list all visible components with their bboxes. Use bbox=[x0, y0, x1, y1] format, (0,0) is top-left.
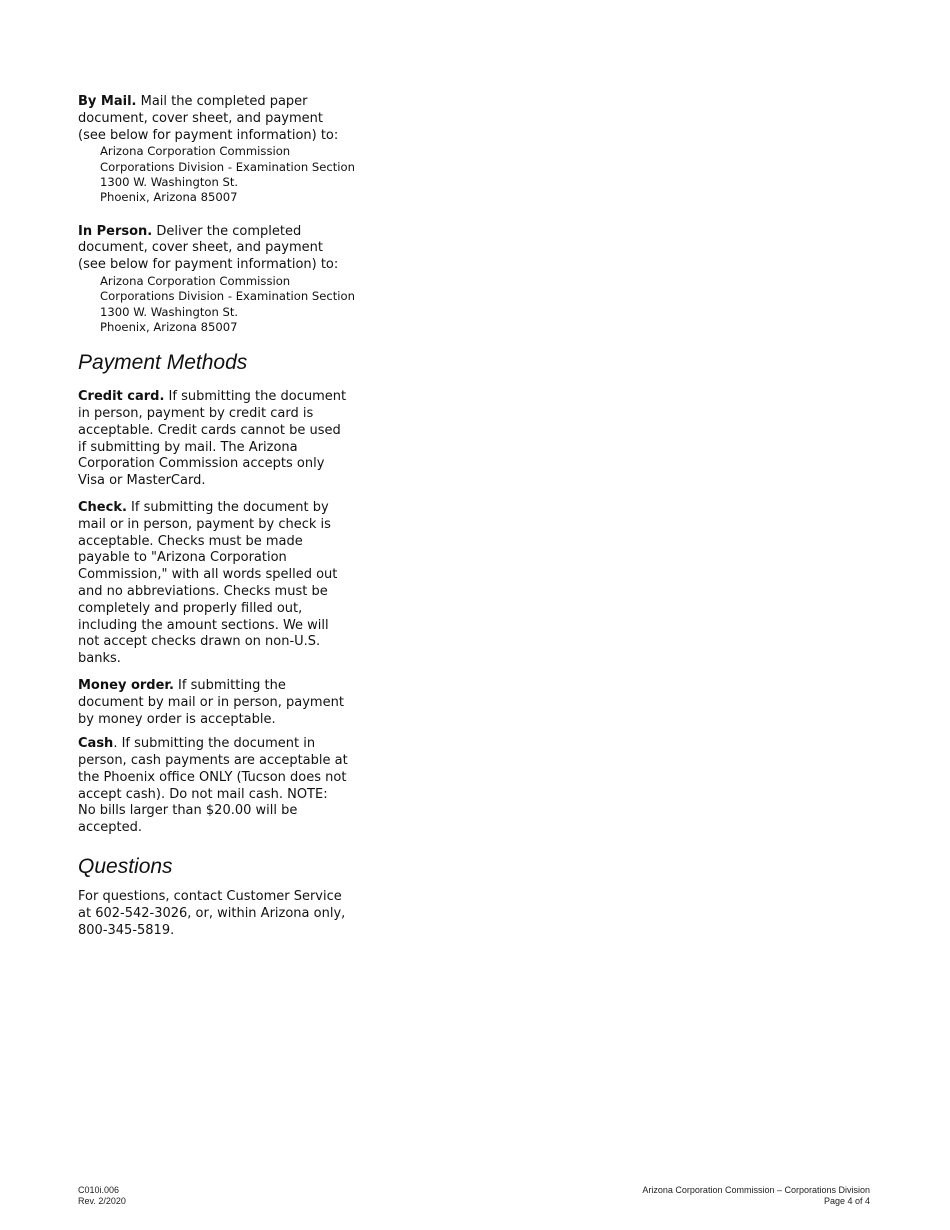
footer-left bbox=[78, 1185, 126, 1206]
document-body bbox=[78, 94, 355, 939]
money-order-paragraph: Money order. If submitting the document by mail or in person, payment by money order is acceptable. bbox=[78, 677, 344, 727]
revision-date: Rev. 2/2020 bbox=[78, 1195, 126, 1206]
payment-methods-heading: Payment Methods bbox=[78, 351, 248, 375]
by-mail-address: Arizona Corporation Commission Corporations Division - Examination Section 1300 W. Washington St. Phoenix, Arizona 85007 bbox=[100, 144, 355, 205]
page-number: Page 4 of 4 bbox=[823, 1195, 870, 1206]
check-paragraph: Check. If submitting the document by mail or in person, payment by check is acceptable. Checks must be made payable to "Arizona Corporation Commission," with all words spelled out and no abbreviations. Checks must be completely and properly filled out, including the amount sections. We will not accept checks drawn on non-U.S. banks. bbox=[78, 499, 338, 667]
in-person-paragraph: In Person. Deliver the completed document, cover sheet, and payment (see below for payment information) to: bbox=[78, 223, 339, 273]
agency-name: Arizona Corporation Commission – Corporations Division bbox=[642, 1185, 870, 1195]
by-mail-label: By Mail. bbox=[78, 94, 137, 109]
questions-paragraph: For questions, contact Customer Service at 602-542-3026, or, within Arizona only, 800-345-5819. bbox=[78, 889, 346, 938]
credit-card-paragraph: Credit card. If submitting the document in person, payment by credit card is acceptable. Credit cards cannot be used if submitting by mail. The Arizona Corporation Commission accepts only Visa or MasterCard. bbox=[78, 389, 347, 489]
form-code: C010i.006 bbox=[78, 1185, 120, 1195]
by-mail-paragraph: By Mail. Mail the completed paper document, cover sheet, and payment (see below for payment information) to: bbox=[78, 94, 339, 143]
in-person-address: Arizona Corporation Commission Corporations Division - Examination Section 1300 W. Washington St. Phoenix, Arizona 85007 bbox=[100, 273, 355, 334]
cash-paragraph: Cash. If submitting the document in person, cash payments are acceptable at the Phoenix office ONLY (Tucson does not accept cash). Do not mail cash. NOTE: No bills larger than $20.00 will be accepted. bbox=[78, 736, 348, 836]
questions-heading: Questions bbox=[78, 855, 173, 879]
in-person-label: In Person. bbox=[78, 223, 153, 239]
footer-right bbox=[642, 1185, 870, 1206]
